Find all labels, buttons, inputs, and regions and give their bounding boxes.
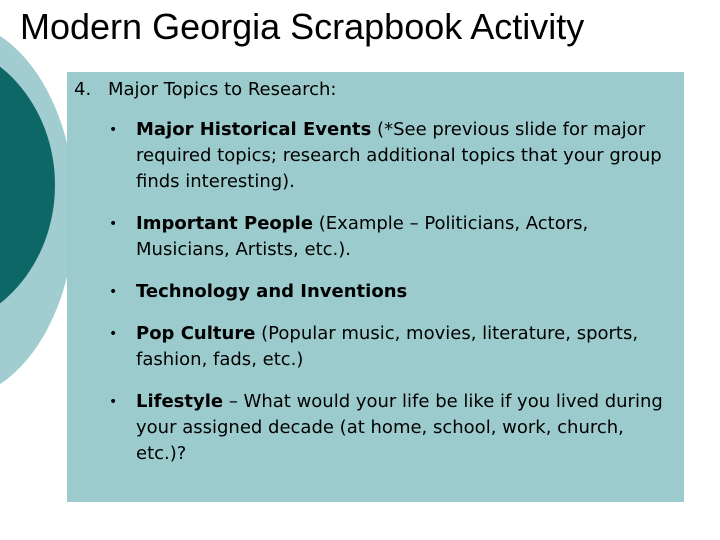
topic-title: Technology and Inventions (136, 281, 408, 302)
topic-item (107, 389, 679, 467)
section-heading-text: Major Topics to Research: (108, 79, 337, 100)
topic-title: Important People (136, 213, 314, 234)
slide-title: Modern Georgia Scrapbook Activity (20, 6, 585, 47)
topic-description: (Popular music, movies, literature, sports, fashion, fads, etc.) (136, 323, 639, 370)
topic-list (107, 117, 679, 483)
topic-item (107, 211, 679, 263)
section-number: 4. (74, 79, 92, 100)
topic-description: (Example – Politicians, Actors, Musicians, Artists, etc.). (136, 213, 589, 260)
topic-title: Lifestyle (136, 391, 224, 412)
topic-title: Major Historical Events (136, 119, 372, 140)
topic-title: Pop Culture (136, 323, 256, 344)
bullet-icon: • (109, 326, 118, 342)
section-heading (74, 79, 337, 100)
bullet-icon: • (109, 122, 118, 138)
bullet-icon: • (109, 394, 118, 410)
topic-description: (*See previous slide for major required topics; research additional topics that your group finds interesting). (136, 119, 662, 192)
topic-item (107, 321, 679, 373)
topic-description: – What would your life be like if you lived during your assigned decade (at home, school, work, church, etc.)? (136, 391, 663, 464)
topic-item (107, 279, 679, 305)
bullet-icon: • (109, 216, 118, 232)
topic-item (107, 117, 679, 195)
bullet-icon: • (109, 284, 118, 300)
content-panel (67, 72, 684, 502)
